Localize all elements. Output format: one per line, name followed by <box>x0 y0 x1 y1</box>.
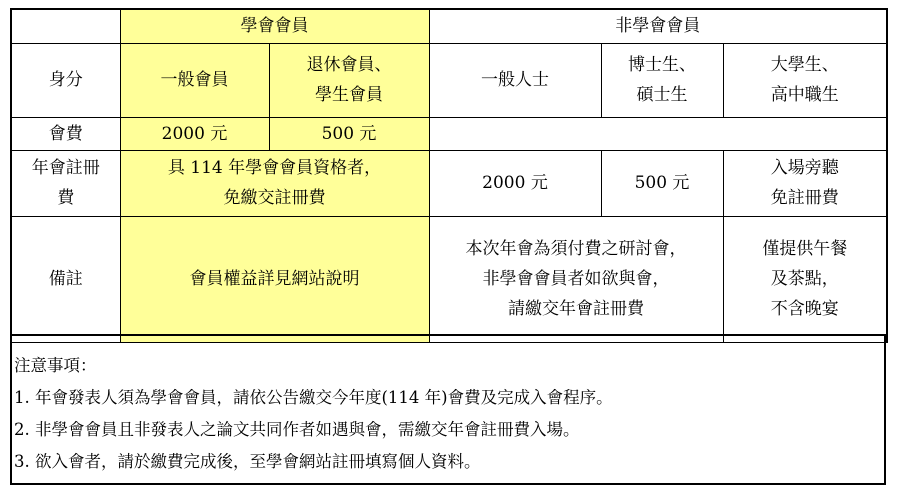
dues-row <box>11 117 887 150</box>
remarks-member: 會員權益詳見網站說明 <box>120 216 429 342</box>
remarks-non-main-line1: 本次年會為須付費之研討會， <box>465 239 687 259</box>
identity-member-retired-line2: 學生會員 <box>315 85 383 105</box>
remarks-non-main-line3: 請繳交年會註冊費 <box>508 299 644 319</box>
registration-non-undergrad-line1: 入場旁聽 <box>770 158 839 178</box>
identity-non-grad-line1: 博士生、 <box>628 55 696 75</box>
registration-row <box>11 150 887 216</box>
identity-non-grad-line2: 碩士生 <box>636 85 688 105</box>
registration-label <box>11 150 120 216</box>
remarks-non-undergrad-line2: 及茶點， <box>770 269 839 289</box>
registration-non-grad: 500 元 <box>601 150 723 216</box>
note-item-3: 3. 欲入會者，請於繳費完成後，至學會網站註冊填寫個人資料。 <box>14 452 481 471</box>
identity-row <box>11 43 887 117</box>
identity-non-undergrad-line1: 大學生、 <box>770 55 839 75</box>
note-item-1: 1. 年會發表人須為學會會員，請依公告繳交今年度(114 年)會費及完成入會程序。 <box>14 388 613 407</box>
notes-title: 注意事項： <box>14 356 97 375</box>
dues-nonmember-blank <box>429 117 887 150</box>
identity-member-retired <box>269 43 429 117</box>
note-item-2: 2. 非學會會員且非發表人之論文共同作者如遇與會，需繳交年會註冊費入場。 <box>14 420 580 439</box>
dues-general: 2000 元 <box>120 117 269 150</box>
registration-label-line1: 年會註冊 <box>31 158 100 178</box>
identity-non-undergrad <box>723 43 887 117</box>
registration-non-undergrad-line2: 免註冊費 <box>770 188 839 208</box>
remarks-label: 備註 <box>11 216 120 342</box>
registration-member-line2: 免繳交註冊費 <box>223 188 326 208</box>
registration-non-undergrad <box>723 150 887 216</box>
registration-label-line2: 費 <box>57 188 75 208</box>
remarks-row <box>11 216 887 342</box>
remarks-non-undergrad <box>723 216 887 342</box>
dues-label: 會費 <box>11 117 120 150</box>
identity-non-undergrad-line2: 高中職生 <box>770 85 839 105</box>
remarks-non-undergrad-line3: 不含晚宴 <box>770 299 839 319</box>
registration-member <box>120 150 429 216</box>
identity-non-grad <box>601 43 723 117</box>
identity-member-general: 一般會員 <box>120 43 269 117</box>
fee-table <box>10 8 888 343</box>
registration-non-general: 2000 元 <box>429 150 601 216</box>
header-row <box>11 9 887 43</box>
remarks-non-main <box>429 216 723 342</box>
remarks-non-main-line2: 非學會會員者如欲與會， <box>482 269 670 289</box>
registration-member-line1: 具 114 年學會會員資格者， <box>167 158 382 178</box>
identity-label: 身分 <box>11 43 120 117</box>
identity-non-general: 一般人士 <box>429 43 601 117</box>
remarks-non-undergrad-line1: 僅提供午餐 <box>762 239 848 259</box>
header-nonmember: 非學會會員 <box>429 9 887 43</box>
header-blank-cell <box>11 9 120 43</box>
header-member: 學會會員 <box>120 9 429 43</box>
notes-box <box>10 334 886 485</box>
identity-member-retired-line1: 退休會員、 <box>306 55 392 75</box>
dues-retired: 500 元 <box>269 117 429 150</box>
